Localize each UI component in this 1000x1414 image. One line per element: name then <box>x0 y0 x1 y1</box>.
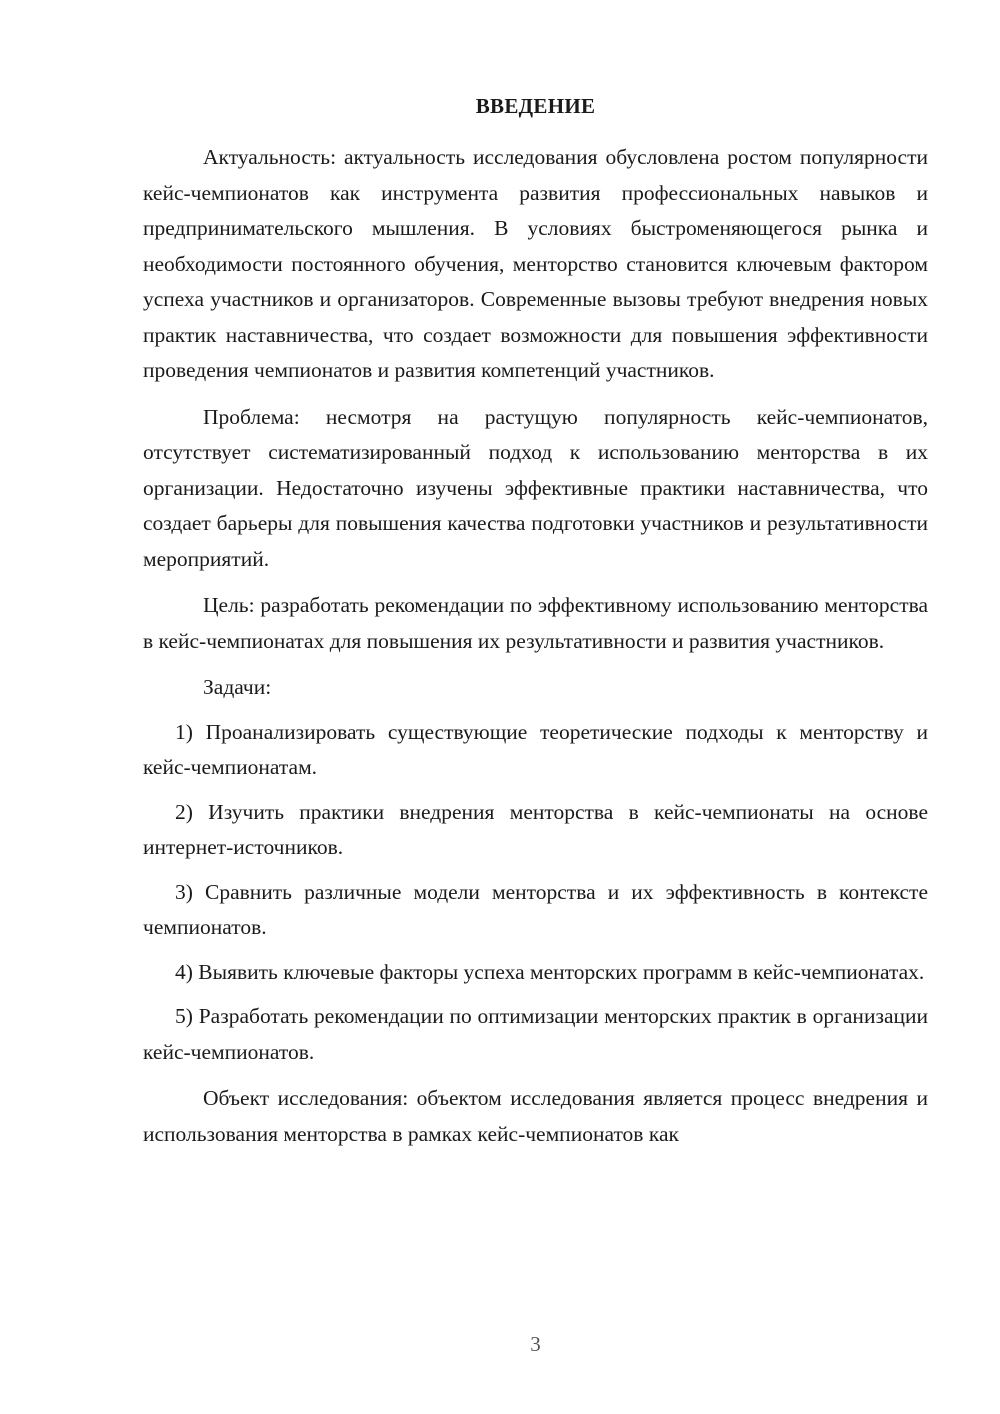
task-item-1: 1) Проанализировать существующие теоретические подходы к менторству и кейс-чемпионатам. <box>143 719 928 779</box>
task-item-4: 4) Выявить ключевые факторы успеха менторских программ в кейс-чемпионатах. <box>175 959 925 984</box>
document-page <box>143 0 928 1414</box>
document-body <box>143 140 928 1152</box>
task-item-2: 2) Изучить практики внедрения менторства в кейс-чемпионаты на основе интернет-источников. <box>143 799 928 859</box>
paragraph-goal: Цель: разработать рекомендации по эффективному использованию менторства в кейс-чемпионатах для повышения их результативности и развития участников. <box>143 593 928 653</box>
paragraph-object: Объект исследования: объектом исследования является процесс внедрения и использования менторства в рамках кейс-чемпионатов как <box>143 1086 928 1146</box>
page-number: 3 <box>530 1332 541 1356</box>
paragraph-problem: Проблема: несмотря на растущую популярность кейс-чемпионатов, отсутствует систематизированный подход к использованию менторства в их организации. Недостаточно изучены эффективные практики наставничества, что создает барьеры для повышения качества подготовки участников и результативности мероприятий. <box>143 404 928 571</box>
page-title: ВВЕДЕНИЕ <box>475 94 596 118</box>
task-item-5: 5) Разработать рекомендации по оптимизации менторских практик в организации кейс-чемпионатов. <box>143 1004 928 1064</box>
paragraph-tasks-heading: Задачи: <box>203 675 272 699</box>
paragraph-relevance: Актуальность: актуальность исследования обусловлена ростом популярности кейс-чемпионатов как инструмента развития профессиональных навыков и предпринимательского мышления. В условиях быстроменяющегося рынка и необходимости постоянного обучения, менторство становится ключевым фактором успеха участников и организаторов. Современные вызовы требуют внедрения новых практик наставничества, что создает возможности для повышения эффективности проведения чемпионатов и развития компетенций участников. <box>143 145 928 382</box>
task-item-3: 3) Сравнить различные модели менторства и их эффективность в контексте чемпионатов. <box>143 879 928 939</box>
